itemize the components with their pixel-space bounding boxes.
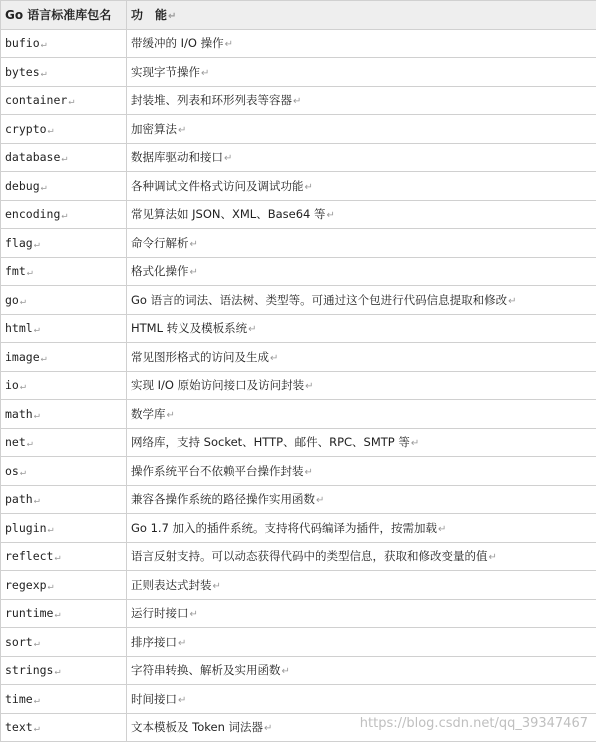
paragraph-mark-icon: ↵ bbox=[41, 182, 47, 193]
paragraph-mark-icon: ↵ bbox=[41, 68, 47, 79]
paragraph-mark-icon: ↵ bbox=[270, 353, 278, 364]
package-name-cell: crypto↵ bbox=[1, 115, 127, 144]
package-name-cell: image↵ bbox=[1, 343, 127, 372]
paragraph-mark-icon: ↵ bbox=[508, 296, 516, 307]
header-function: 功 能↵ bbox=[127, 1, 596, 30]
description-cell: 排序接口↵ bbox=[127, 628, 596, 657]
description-cell: 操作系统平台不依赖平台操作封装↵ bbox=[127, 457, 596, 486]
description-cell: 文本模板及 Token 词法器↵ bbox=[127, 713, 596, 742]
table-row bbox=[1, 115, 596, 144]
description-cell: 常见算法如 JSON、XML、Base64 等↵ bbox=[127, 200, 596, 229]
table-row bbox=[1, 542, 596, 571]
description-cell: 命令行解析↵ bbox=[127, 229, 596, 258]
paragraph-mark-icon: ↵ bbox=[34, 410, 40, 421]
paragraph-mark-icon: ↵ bbox=[305, 182, 313, 193]
table-row bbox=[1, 314, 596, 343]
paragraph-mark-icon: ↵ bbox=[225, 39, 233, 50]
table-row bbox=[1, 514, 596, 543]
paragraph-mark-icon: ↵ bbox=[34, 695, 40, 706]
table-row bbox=[1, 343, 596, 372]
paragraph-mark-icon: ↵ bbox=[316, 495, 324, 506]
description-cell: 封装堆、列表和环形列表等容器↵ bbox=[127, 86, 596, 115]
package-name-cell: io↵ bbox=[1, 371, 127, 400]
paragraph-mark-icon: ↵ bbox=[48, 581, 54, 592]
package-name-cell: html↵ bbox=[1, 314, 127, 343]
table-row bbox=[1, 428, 596, 457]
paragraph-mark-icon: ↵ bbox=[213, 581, 221, 592]
table-row bbox=[1, 400, 596, 429]
description-cell: 数据库驱动和接口↵ bbox=[127, 143, 596, 172]
paragraph-mark-icon: ↵ bbox=[48, 524, 54, 535]
paragraph-mark-icon: ↵ bbox=[178, 125, 186, 136]
table-row bbox=[1, 29, 596, 58]
description-cell: 实现字节操作↵ bbox=[127, 58, 596, 87]
paragraph-mark-icon: ↵ bbox=[438, 524, 446, 535]
description-cell: 时间接口↵ bbox=[127, 685, 596, 714]
description-cell: 格式化操作↵ bbox=[127, 257, 596, 286]
watermark: https://blog.csdn.net/qq_39347467 bbox=[360, 716, 588, 731]
package-name-cell: go↵ bbox=[1, 286, 127, 315]
paragraph-mark-icon: ↵ bbox=[168, 11, 176, 22]
description-cell: HTML 转义及模板系统↵ bbox=[127, 314, 596, 343]
package-name-cell: plugin↵ bbox=[1, 514, 127, 543]
package-name-cell: container↵ bbox=[1, 86, 127, 115]
description-cell: 常见图形格式的访问及生成↵ bbox=[127, 343, 596, 372]
paragraph-mark-icon: ↵ bbox=[190, 239, 198, 250]
table-row bbox=[1, 286, 596, 315]
paragraph-mark-icon: ↵ bbox=[305, 381, 313, 392]
paragraph-mark-icon: ↵ bbox=[41, 353, 47, 364]
paragraph-mark-icon: ↵ bbox=[190, 609, 198, 620]
table-row bbox=[1, 485, 596, 514]
paragraph-mark-icon: ↵ bbox=[20, 467, 26, 478]
paragraph-mark-icon: ↵ bbox=[54, 609, 60, 620]
description-cell: 网络库，支持 Socket、HTTP、邮件、RPC、SMTP 等↵ bbox=[127, 428, 596, 457]
description-cell: 实现 I/O 原始访问接口及访问封装↵ bbox=[127, 371, 596, 400]
paragraph-mark-icon: ↵ bbox=[41, 39, 47, 50]
description-cell: 各种调试文件格式访问及调试功能↵ bbox=[127, 172, 596, 201]
paragraph-mark-icon: ↵ bbox=[178, 638, 186, 649]
package-name-cell: reflect↵ bbox=[1, 542, 127, 571]
package-name-cell: time↵ bbox=[1, 685, 127, 714]
paragraph-mark-icon: ↵ bbox=[201, 68, 209, 79]
description-cell: 语言反射支持。可以动态获得代码中的类型信息，获取和修改变量的值↵ bbox=[127, 542, 596, 571]
package-name-cell: flag↵ bbox=[1, 229, 127, 258]
paragraph-mark-icon: ↵ bbox=[224, 153, 232, 164]
paragraph-mark-icon: ↵ bbox=[34, 723, 40, 734]
paragraph-mark-icon: ↵ bbox=[34, 638, 40, 649]
package-name-cell: database↵ bbox=[1, 143, 127, 172]
paragraph-mark-icon: ↵ bbox=[68, 96, 74, 107]
paragraph-mark-icon: ↵ bbox=[27, 438, 33, 449]
table-row bbox=[1, 656, 596, 685]
description-cell: Go 语言的词法、语法树、类型等。可通过这个包进行代码信息提取和修改↵ bbox=[127, 286, 596, 315]
paragraph-mark-icon: ↵ bbox=[190, 267, 198, 278]
package-name-cell: os↵ bbox=[1, 457, 127, 486]
header-row bbox=[1, 1, 596, 30]
paragraph-mark-icon: ↵ bbox=[411, 438, 419, 449]
description-cell: 带缓冲的 I/O 操作↵ bbox=[127, 29, 596, 58]
table-row bbox=[1, 86, 596, 115]
paragraph-mark-icon: ↵ bbox=[34, 324, 40, 335]
table-row bbox=[1, 172, 596, 201]
header-package-name: Go 语言标准库包名 bbox=[1, 1, 127, 30]
package-name-cell: math↵ bbox=[1, 400, 127, 429]
table-row bbox=[1, 571, 596, 600]
package-name-cell: bufio↵ bbox=[1, 29, 127, 58]
description-cell: 数学库↵ bbox=[127, 400, 596, 429]
paragraph-mark-icon: ↵ bbox=[248, 324, 256, 335]
table-row bbox=[1, 257, 596, 286]
table-row bbox=[1, 200, 596, 229]
paragraph-mark-icon: ↵ bbox=[34, 239, 40, 250]
paragraph-mark-icon: ↵ bbox=[20, 296, 26, 307]
paragraph-mark-icon: ↵ bbox=[20, 381, 26, 392]
table-row bbox=[1, 229, 596, 258]
paragraph-mark-icon: ↵ bbox=[54, 666, 60, 677]
paragraph-mark-icon: ↵ bbox=[305, 467, 313, 478]
paragraph-mark-icon: ↵ bbox=[27, 267, 33, 278]
description-cell: 字符串转换、解析及实用函数↵ bbox=[127, 656, 596, 685]
table-row bbox=[1, 628, 596, 657]
paragraph-mark-icon: ↵ bbox=[61, 210, 67, 221]
table-row bbox=[1, 599, 596, 628]
table-row bbox=[1, 371, 596, 400]
paragraph-mark-icon: ↵ bbox=[54, 552, 60, 563]
paragraph-mark-icon: ↵ bbox=[167, 410, 175, 421]
paragraph-mark-icon: ↵ bbox=[48, 125, 54, 136]
package-name-cell: strings↵ bbox=[1, 656, 127, 685]
paragraph-mark-icon: ↵ bbox=[489, 552, 497, 563]
table-row bbox=[1, 58, 596, 87]
package-name-cell: bytes↵ bbox=[1, 58, 127, 87]
description-cell: 兼容各操作系统的路径操作实用函数↵ bbox=[127, 485, 596, 514]
paragraph-mark-icon: ↵ bbox=[61, 153, 67, 164]
paragraph-mark-icon: ↵ bbox=[264, 723, 272, 734]
package-name-cell: sort↵ bbox=[1, 628, 127, 657]
package-name-cell: encoding↵ bbox=[1, 200, 127, 229]
paragraph-mark-icon: ↵ bbox=[282, 666, 290, 677]
package-name-cell: debug↵ bbox=[1, 172, 127, 201]
package-name-cell: net↵ bbox=[1, 428, 127, 457]
package-name-cell: text↵ bbox=[1, 713, 127, 742]
paragraph-mark-icon: ↵ bbox=[178, 695, 186, 706]
paragraph-mark-icon: ↵ bbox=[34, 495, 40, 506]
table-row bbox=[1, 685, 596, 714]
package-name-cell: runtime↵ bbox=[1, 599, 127, 628]
description-cell: 加密算法↵ bbox=[127, 115, 596, 144]
package-name-cell: regexp↵ bbox=[1, 571, 127, 600]
table-row bbox=[1, 457, 596, 486]
package-name-cell: path↵ bbox=[1, 485, 127, 514]
description-cell: 运行时接口↵ bbox=[127, 599, 596, 628]
package-name-cell: fmt↵ bbox=[1, 257, 127, 286]
paragraph-mark-icon: ↵ bbox=[293, 96, 301, 107]
description-cell: Go 1.7 加入的插件系统。支持将代码编译为插件，按需加载↵ bbox=[127, 514, 596, 543]
table-row bbox=[1, 143, 596, 172]
description-cell: 正则表达式封装↵ bbox=[127, 571, 596, 600]
paragraph-mark-icon: ↵ bbox=[327, 210, 335, 221]
